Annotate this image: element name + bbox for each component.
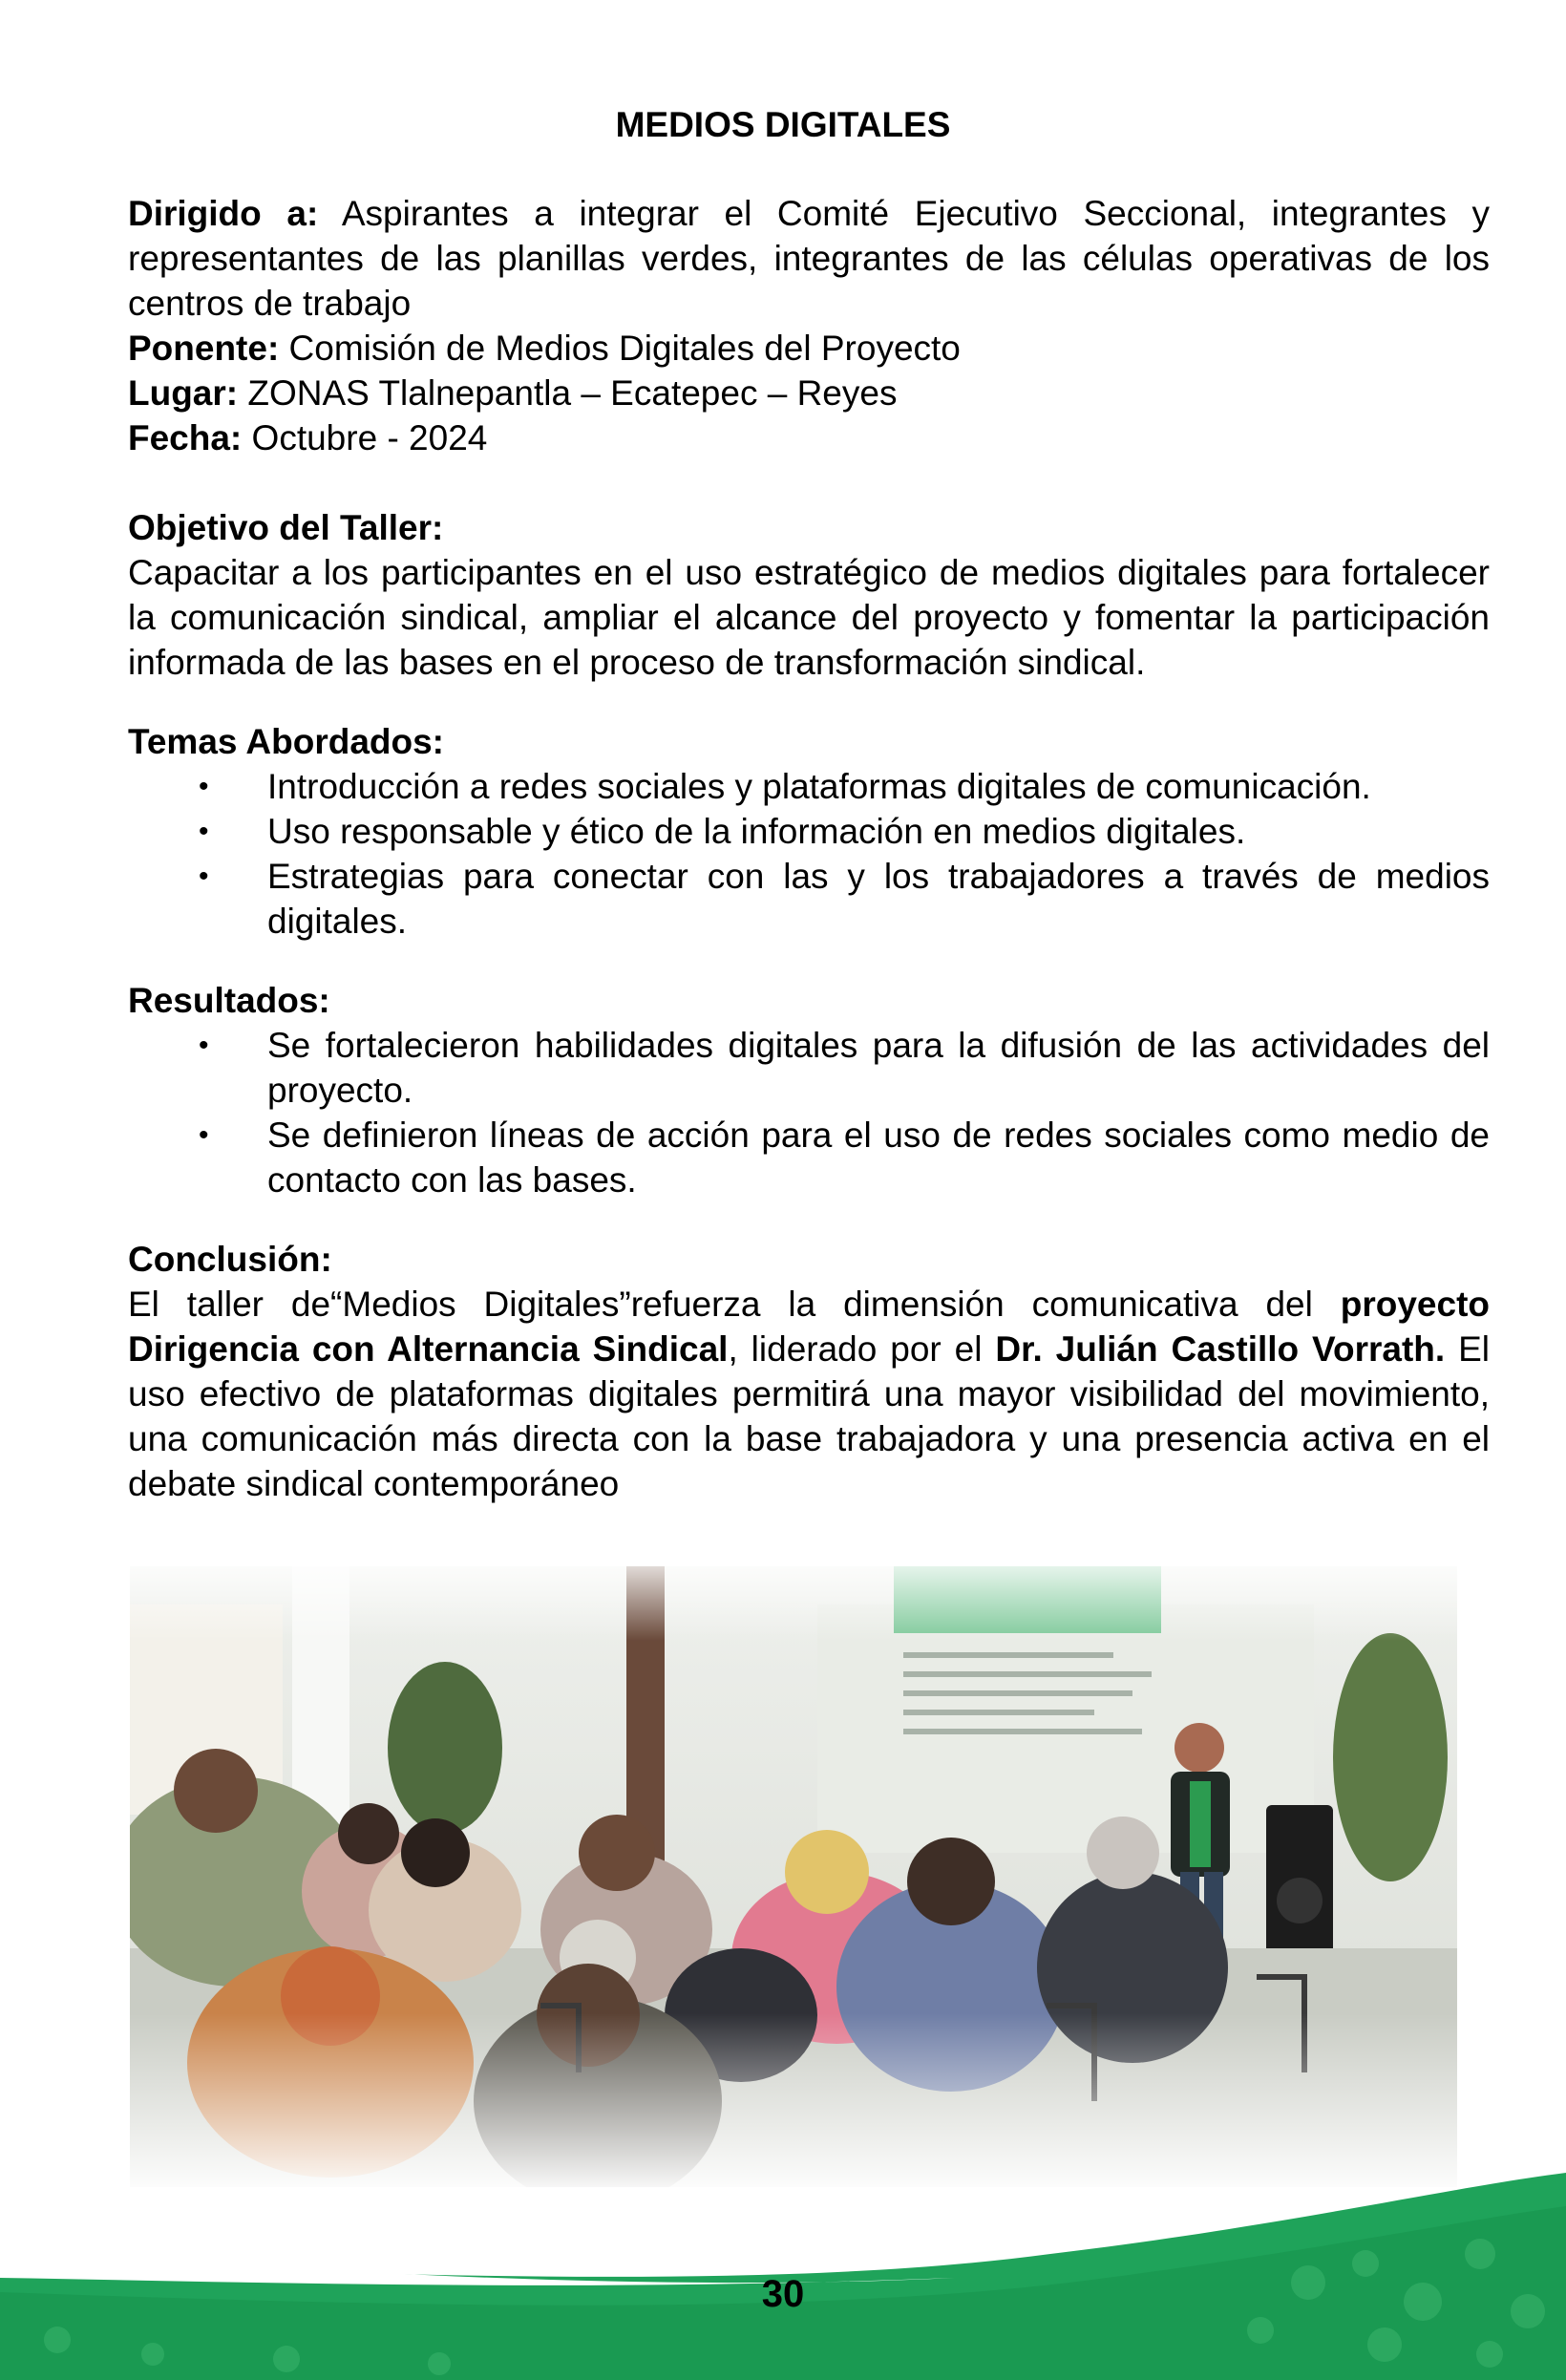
bullet-icon: • [199, 1030, 209, 1061]
workshop-photo-illustration [130, 1566, 1457, 2187]
conclusion-leader-name: Dr. Julián Castillo Vorrath. [995, 1329, 1446, 1369]
bullet-icon: • [199, 1119, 209, 1151]
fecha-line [128, 415, 1490, 460]
conclusion-part: , liderado por el [728, 1329, 996, 1369]
spacer [128, 460, 1490, 505]
conclusion-part: El taller de“Medios Digitales”refuerza la dimensión comunicativa del [128, 1285, 1341, 1324]
ponente-value: Comisión de Medios Digitales del Proyecto [279, 329, 961, 368]
list-item [128, 764, 1490, 809]
list-item [128, 809, 1490, 854]
spacer [128, 944, 1490, 978]
lugar-label: Lugar: [128, 373, 239, 413]
conclusion-part: El uso efectivo de plataformas digitales permitirá una mayor visibilidad del movimiento, una comunicación más directa con la base trabajadora y una presencia activa en el debate sindical contemporáneo [128, 1329, 1490, 1503]
page-title: MEDIOS DIGITALES [615, 105, 951, 144]
objetivo-heading-text: Objetivo del Taller: [128, 508, 444, 547]
fecha-label: Fecha: [128, 418, 243, 457]
list-item [128, 1113, 1490, 1202]
workshop-photo [130, 1566, 1457, 2187]
page-number: 30 [761, 2273, 805, 2315]
dirigido-line [128, 191, 1490, 326]
resultados-list [128, 1023, 1490, 1202]
list-item-text: Uso responsable y ético de la información en medios digitales. [267, 812, 1246, 851]
objetivo-heading [128, 505, 1490, 550]
conclusion-text [128, 1282, 1490, 1506]
lugar-line [128, 371, 1490, 415]
conclusion-project-name: proyecto Dirigencia con Alternancia Sindical [128, 1285, 1490, 1369]
temas-heading [128, 719, 1490, 764]
conclusion-heading [128, 1237, 1490, 1282]
lugar-value: ZONAS Tlalnepantla – Ecatepec – Reyes [238, 373, 898, 413]
list-item-text: Introducción a redes sociales y plataformas digitales de comunicación. [267, 767, 1371, 806]
fecha-value: Octubre - 2024 [242, 418, 488, 457]
list-item [128, 1023, 1490, 1113]
temas-list [128, 764, 1490, 944]
ponente-label: Ponente: [128, 329, 280, 368]
objetivo-text: Capacitar a los participantes en el uso estratégico de medios digitales para fortalecer la comunicación sindical, ampliar el alcance del proyecto y fomentar la participación informada de las bases en el proceso de transformación sindical. [128, 553, 1490, 682]
temas-heading-text: Temas Abordados: [128, 722, 444, 761]
bullet-icon: • [199, 861, 209, 892]
spacer [128, 1202, 1490, 1237]
dirigido-value: Aspirantes a integrar el Comité Ejecutivo Seccional, integrantes y representantes de las planillas verdes, integrantes de las células operativas de los centros de trabajo [128, 194, 1490, 323]
list-item-text: Se fortalecieron habilidades digitales para la difusión de las actividades del proyecto. [267, 1026, 1490, 1110]
dirigido-label: Dirigido a: [128, 194, 319, 233]
list-item-text: Se definieron líneas de acción para el uso de redes sociales como medio de contacto con las bases. [267, 1116, 1490, 1200]
conclusion-heading-text: Conclusión: [128, 1240, 332, 1279]
bullet-icon: • [199, 771, 209, 802]
ponente-line [128, 326, 1490, 371]
spacer [128, 685, 1490, 719]
list-item-text: Estrategias para conectar con las y los trabajadores a través de medios digitales. [267, 857, 1490, 941]
document-body [128, 191, 1490, 1506]
footer-wave-decoration [0, 2149, 1566, 2380]
resultados-heading [128, 978, 1490, 1023]
list-item [128, 854, 1490, 944]
resultados-heading-text: Resultados: [128, 981, 330, 1020]
bullet-icon: • [199, 816, 209, 847]
